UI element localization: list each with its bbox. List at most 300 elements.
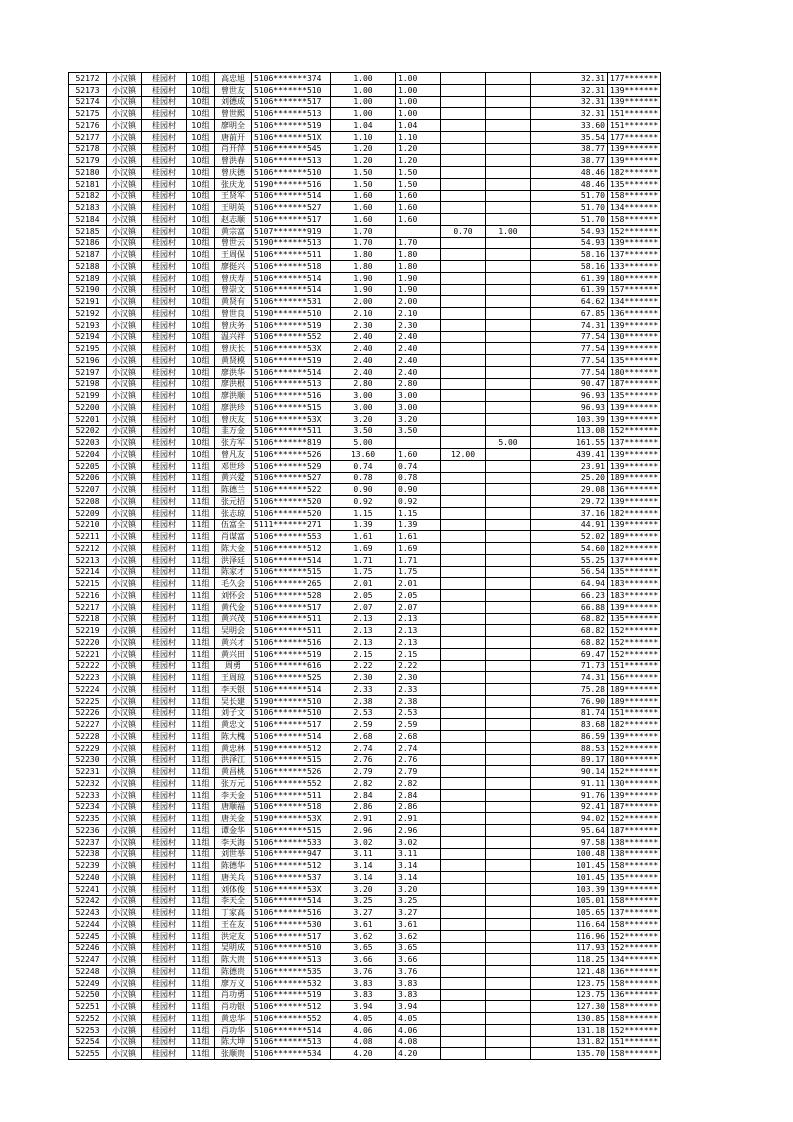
cell-phone: 152******* bbox=[608, 225, 661, 237]
cell-group: 10组 bbox=[187, 120, 215, 132]
table-row bbox=[69, 237, 661, 249]
cell-area-c bbox=[441, 343, 486, 355]
cell-id-number: 5106*******519 bbox=[252, 355, 331, 367]
cell-phone: 151******* bbox=[608, 108, 661, 120]
cell-seq: 52177 bbox=[69, 131, 107, 143]
cell-group: 11组 bbox=[187, 895, 215, 907]
cell-phone: 135******* bbox=[608, 355, 661, 367]
cell-id-number: 5106*******947 bbox=[252, 848, 331, 860]
cell-id-number: 5106*******532 bbox=[252, 977, 331, 989]
cell-amount: 91.76 bbox=[531, 789, 608, 801]
cell-area-c bbox=[441, 637, 486, 649]
cell-amount: 29.08 bbox=[531, 484, 608, 496]
cell-amount: 32.31 bbox=[531, 96, 608, 108]
cell-phone: 182******* bbox=[608, 507, 661, 519]
cell-village: 桂园村 bbox=[142, 178, 187, 190]
table-row bbox=[69, 554, 661, 566]
cell-name: 黄代金 bbox=[215, 601, 252, 613]
table-row bbox=[69, 578, 661, 590]
cell-amount: 131.18 bbox=[531, 1024, 608, 1036]
table-row bbox=[69, 543, 661, 555]
table-row bbox=[69, 272, 661, 284]
cell-town: 小汉镇 bbox=[107, 366, 142, 378]
cell-amount: 37.16 bbox=[531, 507, 608, 519]
cell-group: 10组 bbox=[187, 214, 215, 226]
cell-village: 桂园村 bbox=[142, 930, 187, 942]
cell-id-number: 5106*******516 bbox=[252, 637, 331, 649]
table-row bbox=[69, 930, 661, 942]
table-row bbox=[69, 155, 661, 167]
cell-area-a: 3.94 bbox=[331, 1001, 396, 1013]
cell-town: 小汉镇 bbox=[107, 977, 142, 989]
cell-amount: 55.25 bbox=[531, 554, 608, 566]
cell-amount: 83.68 bbox=[531, 719, 608, 731]
cell-area-c bbox=[441, 73, 486, 85]
cell-seq: 52211 bbox=[69, 531, 107, 543]
cell-name: 刘德成 bbox=[215, 96, 252, 108]
cell-town: 小汉镇 bbox=[107, 919, 142, 931]
cell-town: 小汉镇 bbox=[107, 895, 142, 907]
table-row bbox=[69, 966, 661, 978]
cell-area-a: 2.68 bbox=[331, 731, 396, 743]
cell-group: 10组 bbox=[187, 84, 215, 96]
table-row bbox=[69, 460, 661, 472]
cell-town: 小汉镇 bbox=[107, 131, 142, 143]
cell-phone: 151******* bbox=[608, 120, 661, 132]
cell-area-c bbox=[441, 836, 486, 848]
cell-group: 10组 bbox=[187, 425, 215, 437]
cell-village: 桂园村 bbox=[142, 108, 187, 120]
table-row bbox=[69, 96, 661, 108]
cell-phone: 158******* bbox=[608, 1048, 661, 1060]
cell-phone: 158******* bbox=[608, 977, 661, 989]
cell-area-c bbox=[441, 425, 486, 437]
cell-area-d bbox=[486, 825, 531, 837]
cell-area-b: 2.22 bbox=[396, 660, 441, 672]
cell-area-c bbox=[441, 731, 486, 743]
cell-id-number: 5106*******510 bbox=[252, 84, 331, 96]
table-row bbox=[69, 942, 661, 954]
cell-id-number: 5106*******265 bbox=[252, 578, 331, 590]
cell-area-a: 2.76 bbox=[331, 754, 396, 766]
cell-name: 曾洪春 bbox=[215, 155, 252, 167]
cell-phone: 180******* bbox=[608, 754, 661, 766]
cell-group: 11组 bbox=[187, 872, 215, 884]
cell-area-b: 1.39 bbox=[396, 519, 441, 531]
cell-group: 10组 bbox=[187, 378, 215, 390]
cell-amount: 58.16 bbox=[531, 261, 608, 273]
cell-area-c bbox=[441, 472, 486, 484]
cell-group: 10组 bbox=[187, 437, 215, 449]
cell-name: 谭金华 bbox=[215, 825, 252, 837]
cell-area-b: 4.05 bbox=[396, 1013, 441, 1025]
cell-area-b: 0.78 bbox=[396, 472, 441, 484]
cell-group: 11组 bbox=[187, 731, 215, 743]
table-row bbox=[69, 1001, 661, 1013]
cell-seq: 52240 bbox=[69, 872, 107, 884]
cell-seq: 52189 bbox=[69, 272, 107, 284]
cell-area-d bbox=[486, 848, 531, 860]
cell-id-number: 5106*******527 bbox=[252, 472, 331, 484]
cell-name: 温兴祥 bbox=[215, 331, 252, 343]
cell-area-c bbox=[441, 766, 486, 778]
cell-area-b: 1.61 bbox=[396, 531, 441, 543]
cell-area-a: 3.25 bbox=[331, 895, 396, 907]
table-row bbox=[69, 131, 661, 143]
cell-area-a: 1.90 bbox=[331, 272, 396, 284]
cell-area-b: 3.14 bbox=[396, 860, 441, 872]
cell-seq: 52226 bbox=[69, 707, 107, 719]
cell-name: 黄兴爱 bbox=[215, 472, 252, 484]
cell-area-c bbox=[441, 684, 486, 696]
cell-area-c bbox=[441, 813, 486, 825]
cell-seq: 52213 bbox=[69, 554, 107, 566]
cell-village: 桂园村 bbox=[142, 813, 187, 825]
cell-phone: 183******* bbox=[608, 590, 661, 602]
cell-amount: 97.58 bbox=[531, 836, 608, 848]
cell-village: 桂园村 bbox=[142, 977, 187, 989]
cell-area-a: 2.82 bbox=[331, 778, 396, 790]
table-row bbox=[69, 1048, 661, 1060]
cell-area-b: 2.15 bbox=[396, 648, 441, 660]
cell-phone: 139******* bbox=[608, 319, 661, 331]
cell-area-d bbox=[486, 296, 531, 308]
cell-amount: 439.41 bbox=[531, 449, 608, 461]
cell-amount: 95.64 bbox=[531, 825, 608, 837]
table-row bbox=[69, 919, 661, 931]
cell-name: 唐关金 bbox=[215, 813, 252, 825]
cell-amount: 38.77 bbox=[531, 143, 608, 155]
cell-town: 小汉镇 bbox=[107, 566, 142, 578]
cell-seq: 52185 bbox=[69, 225, 107, 237]
cell-amount: 103.39 bbox=[531, 413, 608, 425]
cell-area-d bbox=[486, 919, 531, 931]
cell-area-d bbox=[486, 284, 531, 296]
cell-town: 小汉镇 bbox=[107, 178, 142, 190]
cell-name: 王明英 bbox=[215, 202, 252, 214]
cell-town: 小汉镇 bbox=[107, 249, 142, 261]
cell-name: 王贤军 bbox=[215, 190, 252, 202]
cell-town: 小汉镇 bbox=[107, 202, 142, 214]
cell-area-c bbox=[441, 554, 486, 566]
cell-seq: 52196 bbox=[69, 355, 107, 367]
cell-id-number: 5106*******515 bbox=[252, 754, 331, 766]
cell-area-d bbox=[486, 131, 531, 143]
cell-id-number: 5190*******512 bbox=[252, 742, 331, 754]
cell-area-a: 1.20 bbox=[331, 155, 396, 167]
cell-village: 桂园村 bbox=[142, 719, 187, 731]
cell-phone: 136******* bbox=[608, 308, 661, 320]
cell-area-a: 2.79 bbox=[331, 766, 396, 778]
cell-area-b: 2.79 bbox=[396, 766, 441, 778]
cell-id-number: 5106*******512 bbox=[252, 543, 331, 555]
cell-town: 小汉镇 bbox=[107, 836, 142, 848]
cell-town: 小汉镇 bbox=[107, 225, 142, 237]
cell-area-d bbox=[486, 930, 531, 942]
cell-area-a: 2.30 bbox=[331, 672, 396, 684]
table-row bbox=[69, 672, 661, 684]
cell-phone: 151******* bbox=[608, 660, 661, 672]
cell-group: 11组 bbox=[187, 496, 215, 508]
cell-area-c bbox=[441, 625, 486, 637]
cell-area-d bbox=[486, 178, 531, 190]
cell-seq: 52229 bbox=[69, 742, 107, 754]
cell-id-number: 5106*******516 bbox=[252, 390, 331, 402]
cell-area-c bbox=[441, 919, 486, 931]
cell-id-number: 5106*******527 bbox=[252, 202, 331, 214]
cell-area-a: 0.90 bbox=[331, 484, 396, 496]
cell-seq: 52225 bbox=[69, 695, 107, 707]
cell-area-a: 3.83 bbox=[331, 977, 396, 989]
cell-area-b: 2.84 bbox=[396, 789, 441, 801]
table-row bbox=[69, 601, 661, 613]
cell-area-c bbox=[441, 84, 486, 96]
cell-id-number: 5106*******511 bbox=[252, 249, 331, 261]
cell-amount: 32.31 bbox=[531, 73, 608, 85]
cell-village: 桂园村 bbox=[142, 895, 187, 907]
cell-area-c bbox=[441, 249, 486, 261]
cell-area-b: 3.14 bbox=[396, 872, 441, 884]
cell-group: 10组 bbox=[187, 308, 215, 320]
cell-seq: 52183 bbox=[69, 202, 107, 214]
cell-group: 11组 bbox=[187, 660, 215, 672]
cell-amount: 61.39 bbox=[531, 272, 608, 284]
table-row bbox=[69, 425, 661, 437]
cell-id-number: 5106*******514 bbox=[252, 284, 331, 296]
cell-area-b: 2.33 bbox=[396, 684, 441, 696]
cell-area-a: 2.84 bbox=[331, 789, 396, 801]
cell-area-a: 0.74 bbox=[331, 460, 396, 472]
cell-town: 小汉镇 bbox=[107, 695, 142, 707]
cell-amount: 127.30 bbox=[531, 1001, 608, 1013]
cell-town: 小汉镇 bbox=[107, 108, 142, 120]
cell-phone: 139******* bbox=[608, 883, 661, 895]
cell-amount: 91.11 bbox=[531, 778, 608, 790]
cell-group: 11组 bbox=[187, 1024, 215, 1036]
cell-town: 小汉镇 bbox=[107, 954, 142, 966]
cell-id-number: 5106*******530 bbox=[252, 919, 331, 931]
table-row bbox=[69, 813, 661, 825]
table-row bbox=[69, 343, 661, 355]
cell-amount: 33.60 bbox=[531, 120, 608, 132]
cell-area-b: 3.11 bbox=[396, 848, 441, 860]
cell-id-number: 5106*******514 bbox=[252, 895, 331, 907]
cell-area-b: 2.40 bbox=[396, 366, 441, 378]
cell-town: 小汉镇 bbox=[107, 84, 142, 96]
cell-area-a: 3.50 bbox=[331, 425, 396, 437]
cell-area-a: 3.14 bbox=[331, 872, 396, 884]
cell-village: 桂园村 bbox=[142, 1024, 187, 1036]
cell-name: 李天银 bbox=[215, 684, 252, 696]
cell-phone: 158******* bbox=[608, 190, 661, 202]
cell-phone: 136******* bbox=[608, 484, 661, 496]
cell-name: 肖功华 bbox=[215, 1024, 252, 1036]
cell-seq: 52237 bbox=[69, 836, 107, 848]
cell-town: 小汉镇 bbox=[107, 73, 142, 85]
cell-id-number: 5106*******510 bbox=[252, 167, 331, 179]
cell-phone: 139******* bbox=[608, 96, 661, 108]
cell-area-a: 4.08 bbox=[331, 1036, 396, 1048]
cell-area-a: 4.20 bbox=[331, 1048, 396, 1060]
cell-area-d bbox=[486, 789, 531, 801]
cell-area-b: 1.60 bbox=[396, 190, 441, 202]
cell-phone: 187******* bbox=[608, 801, 661, 813]
cell-amount: 101.45 bbox=[531, 872, 608, 884]
cell-village: 桂园村 bbox=[142, 284, 187, 296]
table-row bbox=[69, 261, 661, 273]
cell-id-number: 5107*******919 bbox=[252, 225, 331, 237]
cell-area-b: 3.65 bbox=[396, 942, 441, 954]
cell-group: 10组 bbox=[187, 190, 215, 202]
cell-village: 桂园村 bbox=[142, 825, 187, 837]
table-row bbox=[69, 648, 661, 660]
cell-area-a: 3.20 bbox=[331, 413, 396, 425]
cell-amount: 103.39 bbox=[531, 883, 608, 895]
cell-area-a: 2.38 bbox=[331, 695, 396, 707]
cell-area-d bbox=[486, 954, 531, 966]
cell-name: 高忠旭 bbox=[215, 73, 252, 85]
cell-group: 11组 bbox=[187, 883, 215, 895]
cell-seq: 52174 bbox=[69, 96, 107, 108]
table-row bbox=[69, 413, 661, 425]
cell-id-number: 5106*******511 bbox=[252, 625, 331, 637]
cell-area-a: 0.92 bbox=[331, 496, 396, 508]
cell-group: 10组 bbox=[187, 402, 215, 414]
cell-town: 小汉镇 bbox=[107, 801, 142, 813]
cell-amount: 92.41 bbox=[531, 801, 608, 813]
cell-group: 10组 bbox=[187, 73, 215, 85]
cell-area-c bbox=[441, 719, 486, 731]
cell-town: 小汉镇 bbox=[107, 625, 142, 637]
cell-amount: 116.96 bbox=[531, 930, 608, 942]
cell-id-number: 5106*******510 bbox=[252, 707, 331, 719]
cell-town: 小汉镇 bbox=[107, 907, 142, 919]
cell-area-c bbox=[441, 331, 486, 343]
cell-seq: 52197 bbox=[69, 366, 107, 378]
cell-amount: 77.54 bbox=[531, 366, 608, 378]
cell-area-d bbox=[486, 472, 531, 484]
cell-phone: 183******* bbox=[608, 578, 661, 590]
table-row bbox=[69, 977, 661, 989]
cell-area-d bbox=[486, 96, 531, 108]
cell-seq: 52245 bbox=[69, 930, 107, 942]
cell-area-b: 0.74 bbox=[396, 460, 441, 472]
cell-id-number: 5106*******53X bbox=[252, 343, 331, 355]
cell-town: 小汉镇 bbox=[107, 672, 142, 684]
cell-village: 桂园村 bbox=[142, 742, 187, 754]
cell-id-number: 5106*******552 bbox=[252, 1013, 331, 1025]
cell-area-d bbox=[486, 719, 531, 731]
cell-area-c bbox=[441, 1013, 486, 1025]
cell-town: 小汉镇 bbox=[107, 648, 142, 660]
cell-area-d bbox=[486, 190, 531, 202]
cell-name: 曾崇文 bbox=[215, 284, 252, 296]
cell-village: 桂园村 bbox=[142, 355, 187, 367]
cell-name: 廖挺兴 bbox=[215, 261, 252, 273]
cell-area-d bbox=[486, 543, 531, 555]
cell-town: 小汉镇 bbox=[107, 308, 142, 320]
cell-group: 11组 bbox=[187, 578, 215, 590]
cell-name: 陈德贵 bbox=[215, 966, 252, 978]
cell-name: 廖洪珍 bbox=[215, 402, 252, 414]
cell-id-number: 5190*******516 bbox=[252, 178, 331, 190]
cell-area-d bbox=[486, 778, 531, 790]
cell-seq: 52233 bbox=[69, 789, 107, 801]
cell-town: 小汉镇 bbox=[107, 742, 142, 754]
cell-area-b: 1.00 bbox=[396, 84, 441, 96]
cell-town: 小汉镇 bbox=[107, 531, 142, 543]
cell-name: 黄昌桃 bbox=[215, 766, 252, 778]
cell-seq: 52184 bbox=[69, 214, 107, 226]
cell-amount: 76.90 bbox=[531, 695, 608, 707]
cell-amount: 48.46 bbox=[531, 178, 608, 190]
cell-area-c bbox=[441, 96, 486, 108]
cell-group: 11组 bbox=[187, 766, 215, 778]
cell-village: 桂园村 bbox=[142, 578, 187, 590]
cell-name: 廖洪华 bbox=[215, 366, 252, 378]
cell-id-number: 5106*******525 bbox=[252, 672, 331, 684]
cell-name: 肖功勇 bbox=[215, 989, 252, 1001]
cell-town: 小汉镇 bbox=[107, 120, 142, 132]
cell-village: 桂园村 bbox=[142, 566, 187, 578]
cell-seq: 52210 bbox=[69, 519, 107, 531]
cell-area-c bbox=[441, 378, 486, 390]
table-row bbox=[69, 390, 661, 402]
cell-phone: 158******* bbox=[608, 1013, 661, 1025]
cell-amount: 52.02 bbox=[531, 531, 608, 543]
table-row bbox=[69, 331, 661, 343]
cell-seq: 52207 bbox=[69, 484, 107, 496]
cell-seq: 52192 bbox=[69, 308, 107, 320]
cell-area-b: 2.80 bbox=[396, 378, 441, 390]
cell-area-c bbox=[441, 190, 486, 202]
cell-seq: 52243 bbox=[69, 907, 107, 919]
table-row bbox=[69, 895, 661, 907]
cell-phone: 177******* bbox=[608, 73, 661, 85]
cell-id-number: 5106*******512 bbox=[252, 860, 331, 872]
table-row bbox=[69, 719, 661, 731]
cell-amount: 123.75 bbox=[531, 977, 608, 989]
cell-id-number: 5106*******533 bbox=[252, 836, 331, 848]
cell-id-number: 5106*******526 bbox=[252, 766, 331, 778]
cell-amount: 54.60 bbox=[531, 543, 608, 555]
cell-seq: 52205 bbox=[69, 460, 107, 472]
cell-town: 小汉镇 bbox=[107, 1048, 142, 1060]
cell-seq: 52173 bbox=[69, 84, 107, 96]
cell-area-d bbox=[486, 695, 531, 707]
table-row bbox=[69, 120, 661, 132]
cell-town: 小汉镇 bbox=[107, 590, 142, 602]
cell-area-a: 2.40 bbox=[331, 343, 396, 355]
cell-name: 曾世熙 bbox=[215, 108, 252, 120]
cell-area-c bbox=[441, 519, 486, 531]
cell-area-c bbox=[441, 648, 486, 660]
cell-amount: 35.54 bbox=[531, 131, 608, 143]
cell-area-d bbox=[486, 883, 531, 895]
cell-id-number: 5190*******510 bbox=[252, 695, 331, 707]
cell-area-c bbox=[441, 460, 486, 472]
cell-area-d bbox=[486, 366, 531, 378]
table-row bbox=[69, 872, 661, 884]
cell-group: 11组 bbox=[187, 672, 215, 684]
cell-phone: 189******* bbox=[608, 684, 661, 696]
cell-town: 小汉镇 bbox=[107, 1024, 142, 1036]
cell-area-b: 1.80 bbox=[396, 261, 441, 273]
cell-area-d bbox=[486, 860, 531, 872]
cell-area-d bbox=[486, 801, 531, 813]
cell-area-c bbox=[441, 660, 486, 672]
cell-village: 桂园村 bbox=[142, 672, 187, 684]
